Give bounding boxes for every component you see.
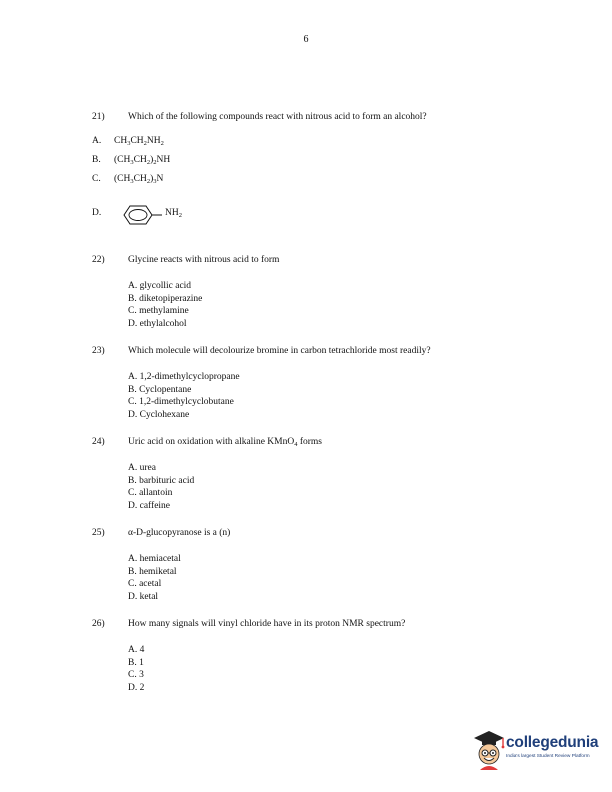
option-d: D. ketal (128, 591, 159, 602)
option-label: A. (92, 136, 102, 146)
option-d: D. caffeine (128, 500, 171, 511)
question-21-option-c: C. $(CH_3CH_2)_3N$ (92, 174, 164, 185)
option-a: A. hemiacetal (128, 554, 181, 564)
question-23-options (128, 371, 240, 421)
question-25-number: 25) (92, 528, 105, 538)
option-a: A. glycollic acid (128, 281, 192, 291)
option-c: C. 1,2-dimethylcyclobutane (128, 397, 234, 408)
option-b: B. hemiketal (128, 566, 177, 577)
question-21-option-d-label: D. (92, 208, 102, 218)
option-b: B. barbituric acid (128, 475, 195, 486)
question-25-options (128, 553, 181, 603)
question-21-text: Which of the following compounds react with nitrous acid to form an alcohol? (128, 112, 427, 122)
logo-wordmark: collegedunia (506, 734, 599, 751)
page-number: 6 (303, 34, 309, 45)
question-21-option-b: B. $(CH_3CH_2)_2NH$ (92, 155, 171, 166)
question-26-number: 26) (92, 619, 105, 629)
option-c: C. 3 (128, 670, 144, 681)
question-24-number: 24) (92, 437, 105, 447)
option-d: D. ethylalcohol (128, 318, 187, 329)
question-22-options (128, 280, 202, 330)
question-24-options (128, 462, 194, 512)
option-label: C. (92, 174, 101, 184)
question-25-text: α-D-glucopyranose is a (n) (128, 528, 231, 538)
option-c: C. methylamine (128, 306, 189, 317)
option-c: C. allantoin (128, 488, 173, 499)
option-a: A. urea (128, 463, 156, 473)
option-b: B. Cyclopentane (128, 384, 192, 395)
collegedunia-logo[interactable] (470, 726, 605, 774)
option-d: D. Cyclohexane (128, 409, 190, 420)
option-a: A. 4 (128, 645, 145, 655)
amino-group-label: $NH_2$ (165, 208, 182, 219)
question-26-text: How many signals will vinyl chloride have in its proton NMR spectrum? (128, 619, 406, 629)
option-c: C. acetal (128, 579, 162, 590)
question-21-number: 21) (92, 112, 105, 122)
option-b: B. diketopiperazine (128, 293, 203, 304)
mascot-icon (470, 726, 508, 772)
logo-tagline: India's largest Student Review Platform (506, 754, 590, 759)
question-23-text: Which molecule will decolourize bromine in carbon tetrachloride most readily? (128, 346, 431, 356)
question-22-number: 22) (92, 255, 105, 265)
question-24-text: Uric acid on oxidation with alkaline KMnO$_4$ forms (128, 437, 323, 448)
option-label: B. (92, 155, 101, 165)
option-b: B. 1 (128, 657, 144, 668)
option-d: D. 2 (128, 682, 145, 693)
question-21-option-a: A. $CH_3CH_2NH_2$ (92, 136, 164, 147)
question-26-options (128, 644, 144, 694)
option-a: A. 1,2-dimethylcyclopropane (128, 372, 240, 382)
question-23-number: 23) (92, 346, 105, 356)
question-22-text: Glycine reacts with nitrous acid to form (128, 255, 280, 265)
